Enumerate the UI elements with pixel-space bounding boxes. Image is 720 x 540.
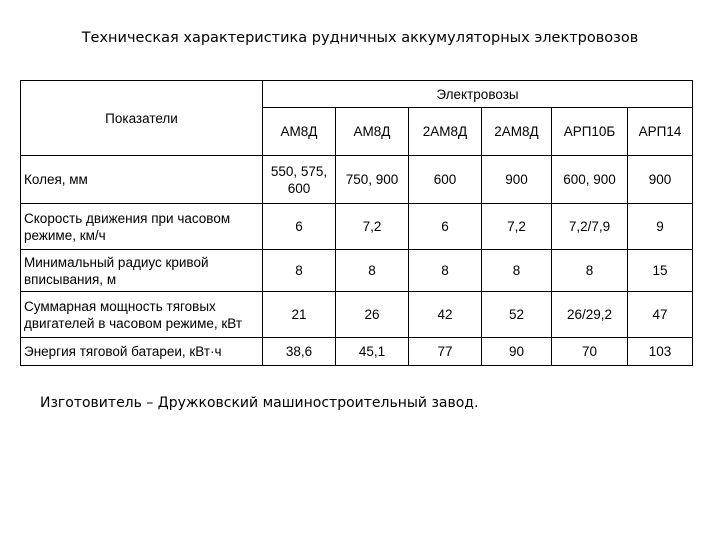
table-row: [21, 292, 693, 338]
table-cell: 77: [409, 338, 482, 366]
table-cell: 8: [409, 250, 482, 292]
param-header-cell: Показатели: [21, 81, 263, 156]
table-cell: 8: [336, 250, 409, 292]
table-cell: 21: [263, 292, 336, 338]
manufacturer-note: Изготовитель – Дружковский машиностроительный завод.: [40, 395, 479, 411]
table-cell: 8: [263, 250, 336, 292]
table-row: [21, 204, 693, 250]
table-cell: 9: [628, 204, 693, 250]
table-cell: 47: [628, 292, 693, 338]
table-cell: 26: [336, 292, 409, 338]
table-cell: 15: [628, 250, 693, 292]
table-cell: 750, 900: [336, 156, 409, 204]
table-cell: 38,6: [263, 338, 336, 366]
table-cell: 90: [482, 338, 552, 366]
table-row: [21, 250, 693, 292]
model-header: АМ8Д: [336, 108, 409, 156]
row-label: Минимальный радиус кривой вписывания, м: [21, 250, 263, 292]
table-cell: 600, 900: [552, 156, 628, 204]
table-cell: 900: [482, 156, 552, 204]
row-label: Скорость движения при часовом режиме, км/ч: [21, 204, 263, 250]
table-cell: 45,1: [336, 338, 409, 366]
table-cell: 600: [409, 156, 482, 204]
row-label: Энергия тяговой батареи, кВт·ч: [21, 338, 263, 366]
table-row: [21, 338, 693, 366]
table-cell: 52: [482, 292, 552, 338]
table-cell: 6: [263, 204, 336, 250]
group-header-cell: Электровозы: [263, 81, 693, 108]
model-header: 2АМ8Д: [482, 108, 552, 156]
table-cell: 70: [552, 338, 628, 366]
row-label: Суммарная мощность тяговых двигателей в часовом режиме, кВт: [21, 292, 263, 338]
model-header: АМ8Д: [263, 108, 336, 156]
table-cell: 7,2: [336, 204, 409, 250]
table-cell: 8: [552, 250, 628, 292]
table-cell: 26/29,2: [552, 292, 628, 338]
table-cell: 6: [409, 204, 482, 250]
row-label: Колея, мм: [21, 156, 263, 204]
table-cell: 550, 575, 600: [263, 156, 336, 204]
header-row-group: [21, 81, 693, 108]
page-title: Техническая характеристика рудничных аккумуляторных электровозов: [81, 30, 639, 46]
table-cell: 7,2/7,9: [552, 204, 628, 250]
table-row: [21, 156, 693, 204]
table-cell: 900: [628, 156, 693, 204]
table-cell: 8: [482, 250, 552, 292]
spec-table: [20, 80, 693, 366]
table-cell: 42: [409, 292, 482, 338]
table-cell: 103: [628, 338, 693, 366]
table-cell: 7,2: [482, 204, 552, 250]
model-header: АРП14: [628, 108, 693, 156]
model-header: 2АМ8Д: [409, 108, 482, 156]
model-header: АРП10Б: [552, 108, 628, 156]
